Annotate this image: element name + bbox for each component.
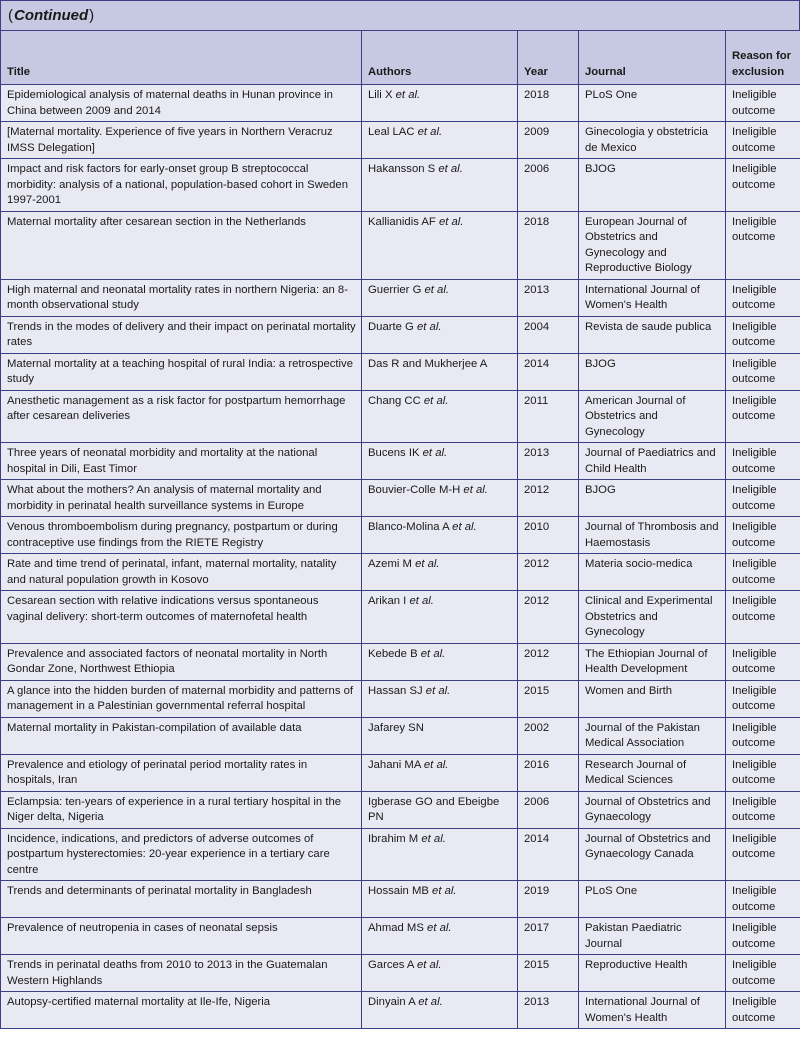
cell-reason: Ineligible outcome <box>726 918 800 955</box>
cell-journal: BJOG <box>579 353 726 390</box>
cell-journal: American Journal of Obstetrics and Gynecology <box>579 390 726 443</box>
cell-title: Three years of neonatal morbidity and mortality at the national hospital in Dili, East Timor <box>1 443 362 480</box>
et-al-text: et al. <box>438 163 463 175</box>
author-name: Ahmad MS <box>368 922 424 934</box>
header-reason: Reason for exclusion <box>726 31 800 85</box>
cell-journal: Research Journal of Medical Sciences <box>579 754 726 791</box>
table-row <box>1 554 800 591</box>
table-row <box>1 159 800 212</box>
cell-year: 2014 <box>518 828 579 881</box>
cell-journal: Pakistan Paediatric Journal <box>579 918 726 955</box>
cell-year: 2018 <box>518 211 579 279</box>
author-name: Lili X <box>368 89 393 101</box>
cell-year: 2009 <box>518 122 579 159</box>
cell-journal: Clinical and Experimental Obstetrics and Gynecology <box>579 591 726 644</box>
cell-year: 2002 <box>518 717 579 754</box>
cell-year: 2018 <box>518 85 579 122</box>
table-row <box>1 279 800 316</box>
cell-reason: Ineligible outcome <box>726 159 800 212</box>
et-al-text: et al. <box>427 922 452 934</box>
table-row <box>1 992 800 1029</box>
cell-title: Epidemiological analysis of maternal deaths in Hunan province in China between 2009 and 2014 <box>1 85 362 122</box>
cell-authors <box>362 279 518 316</box>
cell-authors <box>362 159 518 212</box>
cell-reason: Ineligible outcome <box>726 717 800 754</box>
cell-authors <box>362 754 518 791</box>
et-al-text: et al. <box>425 684 451 697</box>
header-authors: Authors <box>362 31 518 85</box>
author-name: Hakansson S <box>368 163 436 175</box>
et-al-text: et al. <box>418 996 443 1008</box>
table-row <box>1 754 800 791</box>
cell-reason: Ineligible outcome <box>726 881 800 918</box>
header-year: Year <box>518 31 579 85</box>
et-al-text: et al. <box>420 647 446 660</box>
author-name: Kebede B <box>368 647 418 660</box>
cell-title: Maternal mortality at a teaching hospital of rural India: a retrospective study <box>1 353 362 390</box>
cell-authors <box>362 828 518 881</box>
cell-reason: Ineligible outcome <box>726 828 800 881</box>
et-al-text: et al. <box>415 558 440 570</box>
et-al-text: et al. <box>421 832 446 845</box>
cell-title: Autopsy-certified maternal mortality at Ile-Ife, Nigeria <box>1 992 362 1029</box>
table-row <box>1 211 800 279</box>
header-title: Title <box>1 31 362 85</box>
cell-reason: Ineligible outcome <box>726 279 800 316</box>
cell-year: 2015 <box>518 955 579 992</box>
table-row <box>1 85 800 122</box>
cell-authors <box>362 390 518 443</box>
cell-year: 2012 <box>518 643 579 680</box>
table-row <box>1 480 800 517</box>
cell-journal: Revista de saude publica <box>579 316 726 353</box>
cell-title: Trends in the modes of delivery and their impact on perinatal mortality rates <box>1 316 362 353</box>
et-al-text: et al. <box>463 484 488 496</box>
cell-title: [Maternal mortality. Experience of five years in Northern Veracruz IMSS Delegation] <box>1 122 362 159</box>
cell-reason: Ineligible outcome <box>726 554 800 591</box>
author-name: Duarte G <box>368 320 414 333</box>
et-al-text: et al. <box>422 447 448 459</box>
table-row <box>1 643 800 680</box>
et-al-text: et al. <box>395 89 421 101</box>
cell-year: 2012 <box>518 554 579 591</box>
cell-reason: Ineligible outcome <box>726 643 800 680</box>
cell-authors <box>362 443 518 480</box>
table-row <box>1 353 800 390</box>
continued-close-paren: ) <box>89 7 95 24</box>
author-name: Garces A <box>368 959 414 971</box>
et-al-text: et al. <box>423 758 449 771</box>
table-row <box>1 591 800 644</box>
et-al-text: et al. <box>438 215 464 228</box>
table-row <box>1 316 800 353</box>
cell-reason: Ineligible outcome <box>726 754 800 791</box>
cell-authors <box>362 918 518 955</box>
cell-authors <box>362 955 518 992</box>
cell-authors <box>362 881 518 918</box>
cell-authors <box>362 85 518 122</box>
author-name: Ibrahim M <box>368 832 419 845</box>
author-name: Azemi M <box>368 558 412 570</box>
cell-journal: European Journal of Obstetrics and Gynecology and Reproductive Biology <box>579 211 726 279</box>
cell-year: 2012 <box>518 591 579 644</box>
exclusion-table <box>0 30 800 1029</box>
author-name: Bucens IK <box>368 447 420 459</box>
cell-authors <box>362 680 518 717</box>
cell-title: What about the mothers? An analysis of maternal mortality and morbidity in perinatal health surveillance systems in Europe <box>1 480 362 517</box>
cell-year: 2013 <box>518 443 579 480</box>
cell-title: A glance into the hidden burden of maternal morbidity and patterns of management in a Palestinian governmental referral hospital <box>1 680 362 717</box>
table-row <box>1 390 800 443</box>
author-name: Jafarey SN <box>368 721 424 734</box>
table-row <box>1 517 800 554</box>
cell-title: Maternal mortality after cesarean section in the Netherlands <box>1 211 362 279</box>
cell-reason: Ineligible outcome <box>726 390 800 443</box>
continued-banner <box>0 0 800 30</box>
cell-reason: Ineligible outcome <box>726 85 800 122</box>
continued-label: Continued <box>14 7 89 24</box>
cell-year: 2012 <box>518 480 579 517</box>
table-row <box>1 918 800 955</box>
cell-title: Maternal mortality in Pakistan-compilation of available data <box>1 717 362 754</box>
et-al-text: et al. <box>432 885 457 897</box>
cell-journal: Ginecologia y obstetricia de Mexico <box>579 122 726 159</box>
cell-journal: Journal of Obstetrics and Gynaecology Canada <box>579 828 726 881</box>
cell-reason: Ineligible outcome <box>726 517 800 554</box>
table-row <box>1 717 800 754</box>
cell-authors <box>362 211 518 279</box>
table-header-row <box>1 31 800 85</box>
cell-title: Anesthetic management as a risk factor for postpartum hemorrhage after cesarean deliveries <box>1 390 362 443</box>
cell-title: Cesarean section with relative indications versus spontaneous vaginal delivery: short-term outcomes of maternofetal health <box>1 591 362 644</box>
table-row <box>1 791 800 828</box>
cell-journal: Reproductive Health <box>579 955 726 992</box>
cell-title: Prevalence and associated factors of neonatal mortality in North Gondar Zone, Northwest Ethiopia <box>1 643 362 680</box>
cell-authors <box>362 643 518 680</box>
header-journal: Journal <box>579 31 726 85</box>
cell-journal: PLoS One <box>579 85 726 122</box>
cell-journal: Journal of Paediatrics and Child Health <box>579 443 726 480</box>
cell-authors <box>362 480 518 517</box>
table-row <box>1 443 800 480</box>
et-al-text: et al. <box>416 959 442 971</box>
et-al-text: et al. <box>417 126 443 138</box>
author-name: Hassan SJ <box>368 684 423 697</box>
cell-year: 2015 <box>518 680 579 717</box>
author-name: Igberase GO and Ebeigbe PN <box>368 795 500 823</box>
table-body <box>1 85 800 1029</box>
cell-year: 2004 <box>518 316 579 353</box>
author-name: Guerrier G <box>368 283 422 296</box>
author-name: Blanco-Molina A <box>368 521 450 533</box>
cell-reason: Ineligible outcome <box>726 992 800 1029</box>
author-name: Chang CC <box>368 394 421 407</box>
cell-journal: International Journal of Women's Health <box>579 279 726 316</box>
table-row <box>1 881 800 918</box>
cell-reason: Ineligible outcome <box>726 316 800 353</box>
cell-journal: PLoS One <box>579 881 726 918</box>
cell-reason: Ineligible outcome <box>726 480 800 517</box>
cell-reason: Ineligible outcome <box>726 791 800 828</box>
author-name: Kallianidis AF <box>368 215 436 228</box>
et-al-text: et al. <box>452 521 477 533</box>
cell-reason: Ineligible outcome <box>726 122 800 159</box>
cell-journal: The Ethiopian Journal of Health Development <box>579 643 726 680</box>
cell-journal: International Journal of Women's Health <box>579 992 726 1029</box>
cell-year: 2017 <box>518 918 579 955</box>
author-name: Jahani MA <box>368 758 421 771</box>
cell-reason: Ineligible outcome <box>726 211 800 279</box>
cell-reason: Ineligible outcome <box>726 591 800 644</box>
table-row <box>1 122 800 159</box>
table-row <box>1 680 800 717</box>
cell-title: Prevalence and etiology of perinatal period mortality rates in hospitals, Iran <box>1 754 362 791</box>
author-name: Bouvier-Colle M-H <box>368 484 461 496</box>
table-row <box>1 828 800 881</box>
cell-reason: Ineligible outcome <box>726 353 800 390</box>
cell-year: 2013 <box>518 279 579 316</box>
et-al-text: et al. <box>416 320 442 333</box>
cell-title: Eclampsia: ten-years of experience in a rural tertiary hospital in the Niger delta, Nigeria <box>1 791 362 828</box>
author-name: Das R and Mukherjee A <box>368 357 488 370</box>
cell-reason: Ineligible outcome <box>726 955 800 992</box>
cell-year: 2019 <box>518 881 579 918</box>
author-name: Hossain MB <box>368 885 429 897</box>
author-name: Arikan I <box>368 595 407 607</box>
cell-journal: Journal of Thrombosis and Haemostasis <box>579 517 726 554</box>
cell-journal: Materia socio-medica <box>579 554 726 591</box>
cell-year: 2010 <box>518 517 579 554</box>
cell-year: 2014 <box>518 353 579 390</box>
continued-open-paren: ( <box>8 7 13 24</box>
cell-journal: Women and Birth <box>579 680 726 717</box>
cell-year: 2016 <box>518 754 579 791</box>
cell-authors <box>362 316 518 353</box>
cell-authors <box>362 591 518 644</box>
cell-title: High maternal and neonatal mortality rates in northern Nigeria: an 8-month observational study <box>1 279 362 316</box>
cell-reason: Ineligible outcome <box>726 680 800 717</box>
cell-authors <box>362 791 518 828</box>
cell-title: Prevalence of neutropenia in cases of neonatal sepsis <box>1 918 362 955</box>
author-name: Dinyain A <box>368 996 416 1008</box>
et-al-text: et al. <box>424 283 449 296</box>
cell-title: Rate and time trend of perinatal, infant, maternal mortality, natality and natural population growth in Kosovo <box>1 554 362 591</box>
cell-journal: Journal of the Pakistan Medical Association <box>579 717 726 754</box>
cell-journal: BJOG <box>579 159 726 212</box>
et-al-text: et al. <box>423 394 449 407</box>
cell-title: Trends and determinants of perinatal mortality in Bangladesh <box>1 881 362 918</box>
cell-year: 2006 <box>518 791 579 828</box>
cell-authors <box>362 353 518 390</box>
cell-authors <box>362 122 518 159</box>
cell-authors <box>362 717 518 754</box>
table-row <box>1 955 800 992</box>
cell-title: Incidence, indications, and predictors of adverse outcomes of postpartum hysterectomies: 20-year experience in a tertiary care centre <box>1 828 362 881</box>
cell-authors <box>362 517 518 554</box>
cell-authors <box>362 554 518 591</box>
cell-authors <box>362 992 518 1029</box>
cell-reason: Ineligible outcome <box>726 443 800 480</box>
cell-year: 2013 <box>518 992 579 1029</box>
author-name: Leal LAC <box>368 126 415 138</box>
cell-title: Venous thromboembolism during pregnancy, postpartum or during contraceptive use findings from the RIETE Registry <box>1 517 362 554</box>
cell-journal: Journal of Obstetrics and Gynaecology <box>579 791 726 828</box>
cell-journal: BJOG <box>579 480 726 517</box>
cell-title: Trends in perinatal deaths from 2010 to 2013 in the Guatemalan Western Highlands <box>1 955 362 992</box>
cell-title: Impact and risk factors for early-onset group B streptococcal morbidity: analysis of a national, population-based cohort in Sweden 1997-2001 <box>1 159 362 212</box>
cell-year: 2006 <box>518 159 579 212</box>
cell-year: 2011 <box>518 390 579 443</box>
et-al-text: et al. <box>409 595 434 607</box>
